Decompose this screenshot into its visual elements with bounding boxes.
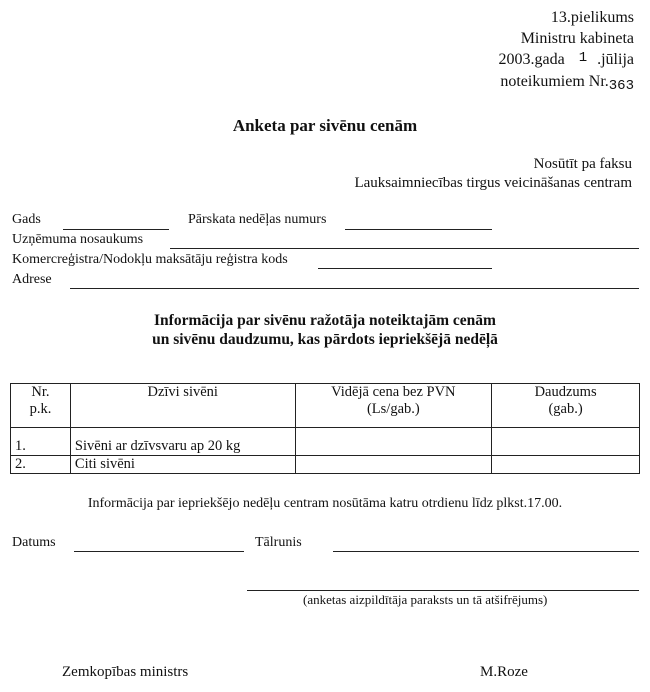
phone-input-line[interactable] [333,551,639,552]
regulation-prefix: noteikumiem Nr. [500,73,609,90]
header-quantity: Daudzums (gab.) [492,384,640,428]
header-animals: Dzīvi sivēni [70,384,295,428]
header-nr: Nr. p.k. [11,384,71,428]
regulation-date [499,50,635,71]
regulation-number-line [500,72,634,93]
date-prefix: 2003.gada [498,51,565,68]
row-price-cell[interactable] [295,456,492,474]
row-price-cell[interactable] [295,428,492,456]
table-header-row [11,384,640,428]
signature-line[interactable] [247,590,639,591]
address-input-line[interactable] [70,288,639,289]
phone-label: Tālrunis [255,535,302,550]
date-month: .jūlija [597,51,634,68]
table-row [11,456,640,474]
cabinet-label: Ministru kabineta [520,30,634,47]
date-label: Datums [12,535,56,550]
signature-caption: (anketas aizpildītāja paraksts un tā atšifrējums) [303,592,548,607]
send-to-line1: Nosūtīt pa faksu [533,156,632,172]
week-number-input-line[interactable] [345,229,492,230]
row-quantity-cell[interactable] [492,456,640,474]
row-nr: 2. [11,456,71,474]
header-price: Vidējā cena bez PVN (Ls/gab.) [295,384,492,428]
date-day: 1 [578,50,588,66]
minister-title: Zemkopības ministrs [62,664,189,680]
price-table [10,383,640,474]
year-label: Gads [12,212,41,227]
annex-label: 13.pielikums [550,9,634,26]
row-quantity-cell[interactable] [492,428,640,456]
minister-name: M.Roze [480,664,528,680]
registry-code-label: Komercreģistra/Nodokļu maksātāju reģistra kods [12,252,288,267]
company-name-input-line[interactable] [170,248,639,249]
submission-note: Informācija par iepriekšējo nedēļu centram nosūtāma katru otrdienu līdz plkst.17.00. [87,496,563,511]
regulation-number: 363 [608,78,634,94]
send-to-line2: Lauksaimniecības tirgus veicināšanas centram [354,175,632,191]
date-input-line[interactable] [74,551,244,552]
row-name: Sivēni ar dzīvsvaru ap 20 kg [70,428,295,456]
year-input-line[interactable] [63,229,169,230]
info-heading-line1: Informācija par sivēnu ražotāja noteiktajām cenām [154,312,496,329]
company-name-label: Uzņēmuma nosaukums [12,232,144,247]
row-nr: 1. [11,428,71,456]
table-row [11,428,640,456]
info-heading-line2: un sivēnu daudzumu, kas pārdots iepriekšējā nedēļā [152,331,498,348]
row-name: Citi sivēni [70,456,295,474]
registry-code-input-line[interactable] [318,268,492,269]
page-title: Anketa par sivēnu cenām [232,116,418,135]
week-number-label: Pārskata nedēļas numurs [188,212,327,227]
address-label: Adrese [12,272,52,287]
